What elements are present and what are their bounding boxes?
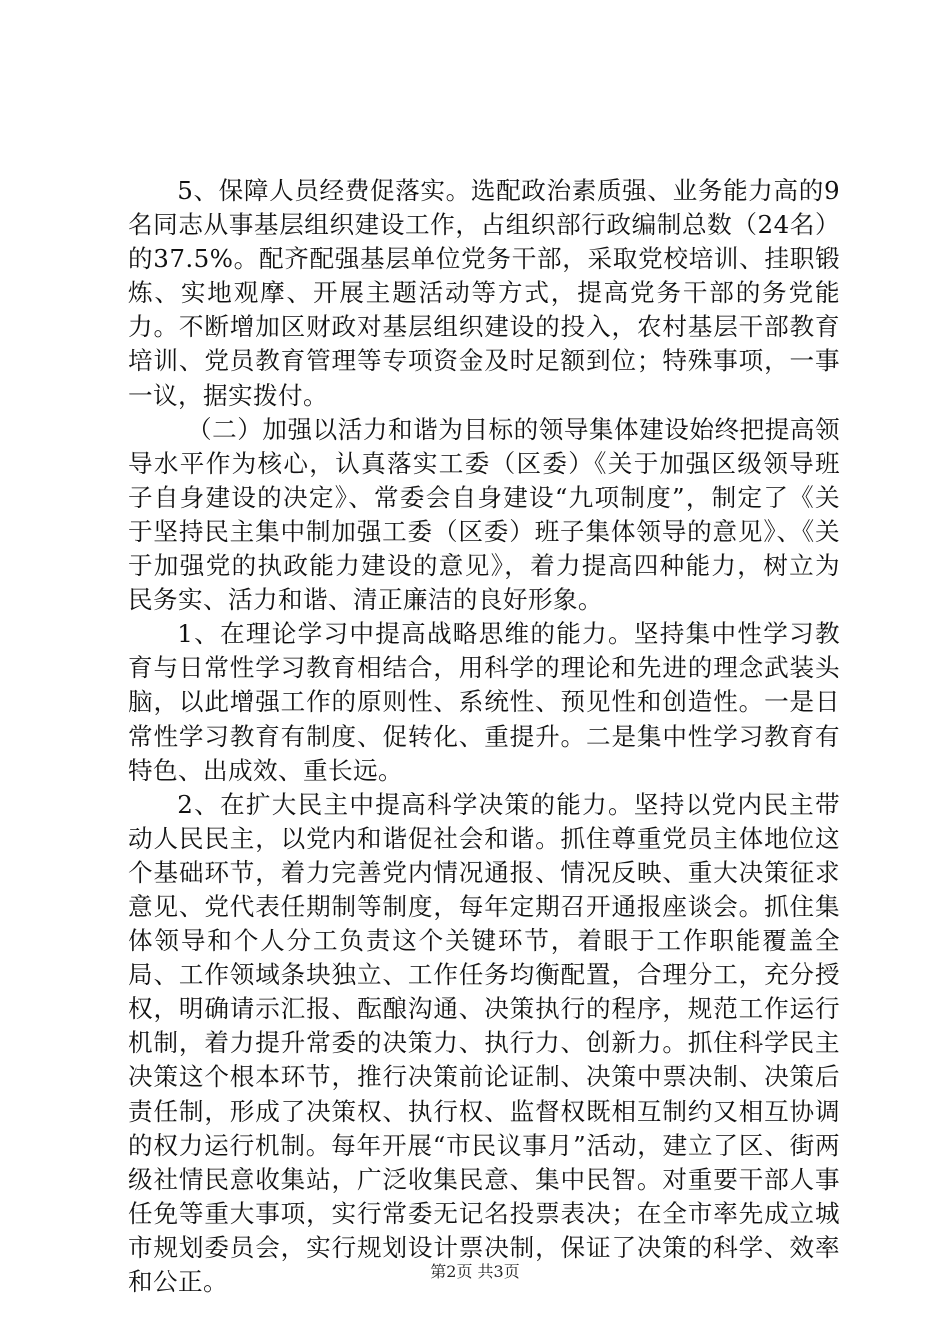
paragraph-item-2: 2、在扩大民主中提高科学决策的能力。坚持以党内民主带动人民民主，以党内和谐促社会和谐。抓住尊重党员主体地位这个基础环节，着力完善党内情况通报、情况反映、重大决策征求意见、党代表任期制等制度，每年定期召开通报座谈会。抓住集体领导和个人分工负责这个关键环节，着眼于工作职能覆盖全局、工作领域条块独立、工作任务均衡配置，合理分工，充分授权，明确请示汇报、酝酿沟通、决策执行的程序，规范工作运行机制，着力提升常委的决策力、执行力、创新力。抓住科学民主决策这个根本环节，推行决策前论证制、决策中票决制、决策后责任制，形成了决策权、执行权、监督权既相互制约又相互协调的权力运行机制。每年开展“市民议事月”活动，建立了区、街两级社情民意收集站，广泛收集民意、集中民智。对重要干部人事任免等重大事项，实行常委无记名投票表决；在全市率先成立城市规划委员会，实行规划设计票决制，保证了决策的科学、效率和公正。 xyxy=(128,789,840,1296)
document-body xyxy=(128,174,840,1299)
page-number-footer: 第2页 共3页 xyxy=(430,1262,520,1281)
paragraph-section-2: （二）加强以活力和谐为目标的领导集体建设始终把提高领导水平作为核心，认真落实工委（区委）《关于加强区级领导班子自身建设的决定》、常委会自身建设“九项制度”，制定了《关于坚持民主集中制加强工委（区委）班子集体领导的意见》、《关于加强党的执政能力建设的意见》，着力提高四种能力，树立为民务实、活力和谐、清正廉洁的良好形象。 xyxy=(128,414,840,615)
paragraph-item-1: 1、在理论学习中提高战略思维的能力。坚持集中性学习教育与日常性学习教育相结合，用科学的理论和先进的理念武装头脑，以此增强工作的原则性、系统性、预见性和创造性。一是日常性学习教育有制度、促转化、重提升。二是集中性学习教育有特色、出成效、重长远。 xyxy=(128,619,840,785)
paragraph-item-5: 5、保障人员经费促落实。选配政治素质强、业务能力高的9名同志从事基层组织建设工作，占组织部行政编制总数（24名）的37.5%。配齐配强基层单位党务干部，采取党校培训、挂职锻炼、实地观摩、开展主题活动等方式，提高党务干部的务党能力。不断增加区财政对基层组织建设的投入，农村基层干部教育培训、党员教育管理等专项资金及时足额到位；特殊事项，一事一议，据实拨付。 xyxy=(128,176,840,410)
